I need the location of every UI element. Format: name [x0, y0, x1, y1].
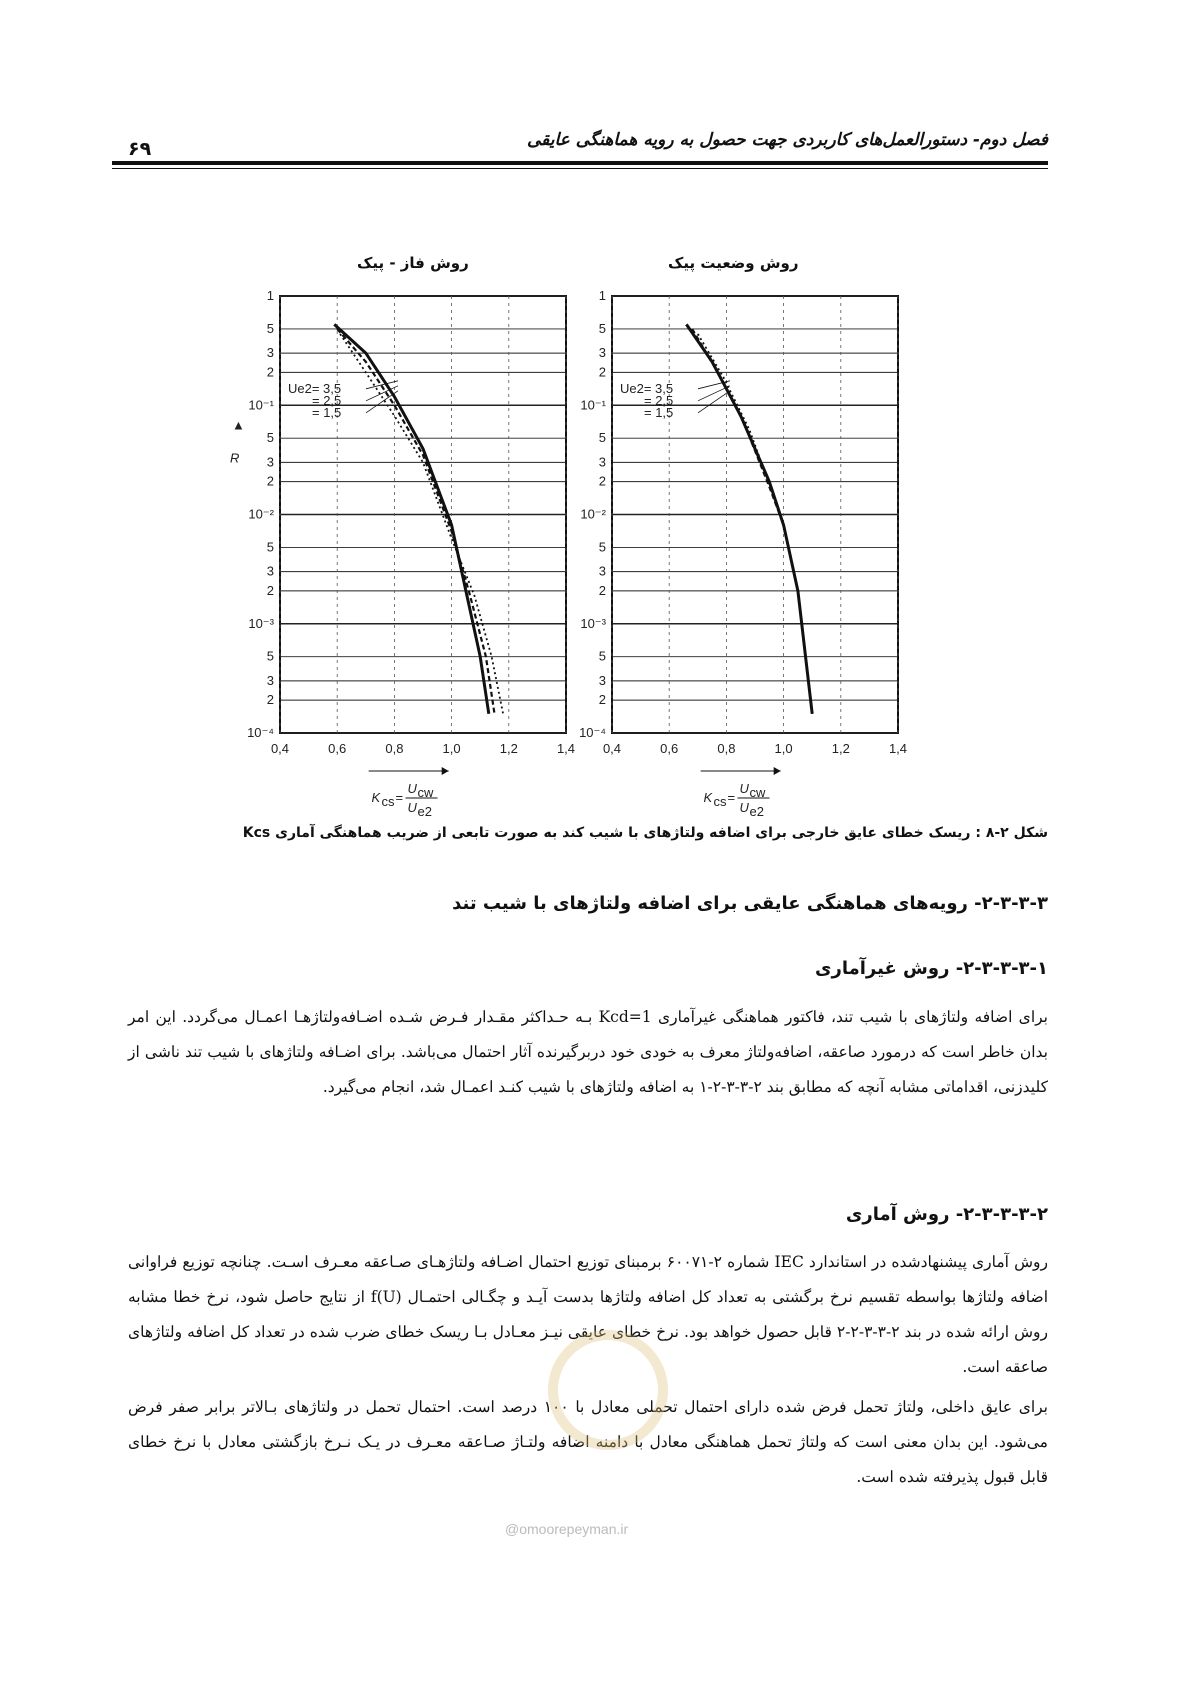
y-tick-label: 10⁻²: [580, 506, 606, 522]
x-axis-arrowhead: [442, 767, 449, 775]
subsection-heading-stat: ۲-۳-۳-۳-۲- روش آماری: [845, 1204, 1048, 1225]
panel-title-right: روش وضعیت پیک: [668, 254, 799, 272]
y-tick-label: 5: [598, 648, 606, 664]
x-axis-equals: =: [727, 790, 736, 805]
y-tick-label: 5: [598, 430, 606, 446]
x-axis-numerator: U: [407, 781, 417, 796]
legend-label: = 2,5: [644, 392, 674, 408]
y-tick-label: 3: [266, 672, 274, 688]
subsection-heading-nonstat: ۲-۳-۳-۳-۱- روش غیرآماری: [815, 958, 1048, 979]
figure-caption: شکل ۲-۸ : ریسک خطای عایق خارجی برای اضافه ولتاژهای با شیب کند به صورت تابعی از ضریب هماهنگی آماری Kcs: [242, 825, 1048, 841]
x-axis-denominator-sub: e2: [749, 804, 764, 819]
x-axis-label: K: [371, 790, 381, 805]
y-tick-label: 3: [598, 454, 606, 470]
y-tick-label: 5: [266, 430, 274, 446]
y-tick-label: 3: [598, 672, 606, 688]
y-tick-label: 10⁻³: [580, 615, 606, 631]
x-axis-equals: =: [395, 790, 404, 805]
paragraph-stat-1: روش آماری پیشنهادشده در استاندارد IEC شماره ۲-۶۰۰۷۱ برمبنای توزیع احتمال اضـافه ولتاژهـای صـاعقه معـرف اسـت. چنانچه توزیع فراوانی اضافه ولتاژها بواسطه تقسیم نرخ برگشتی به تعداد کل اضافه ولتاژها بدست آیـد و چگـالی احتمـال f(U) از نتایج حاصل شود، نرخ خطا مشابه روش ارائه شده در بند ۲-۳-۳-۲-۲ قابل حصول خواهد بود. نرخ خطای عایقی نیـز معـادل بـا ریسک خطای ضرب شده در تعداد کل اضافه ولتاژهای صاعقه است.: [128, 1253, 1049, 1376]
watermark-seal: [548, 1330, 668, 1450]
y-tick-label: 10⁻¹: [248, 397, 274, 413]
y-tick-label: 5: [266, 648, 274, 664]
y-tick-label: 10⁻¹: [580, 397, 606, 413]
paragraph-stat-2: برای عایق داخلی، ولتاژ تحمل فرض شده دارای احتمال تحملی معادل با ۱۰۰ درصد است. احتمال تحمل در ولتاژهای بـالاتر برابر صفر فرض می‌شود. این بدان معنی است که ولتاژ تحمل هماهنگی معادل با دامنه اضافه ولتـاژ صـاعقه معـرف در یـک نـرخ بازگشتی معادل با نرخ خطای قابل قبول پذیرفته شده است.: [128, 1398, 1048, 1486]
x-tick-label: 0,4: [270, 741, 290, 756]
y-tick-label: 2: [266, 582, 274, 598]
x-tick-label: 0,8: [717, 741, 736, 756]
y-tick-label: 3: [266, 563, 274, 579]
x-axis-numerator-sub: cw: [749, 785, 766, 800]
y-tick-label: 10⁻⁴: [579, 725, 606, 740]
x-axis-denominator-sub: e2: [417, 804, 432, 819]
legend-label: = 1,5: [644, 404, 674, 420]
x-tick-label: 1,2: [831, 741, 850, 756]
watermark-text: @omoorepeyman.ir: [505, 1521, 629, 1537]
x-tick-label: 1,0: [774, 741, 793, 756]
x-axis-label: K: [703, 790, 713, 805]
x-axis-numerator: U: [739, 781, 749, 796]
x-tick-label: 1,2: [499, 741, 518, 756]
x-tick-label: 1,0: [442, 741, 461, 756]
x-tick-label: 1,4: [888, 741, 908, 756]
x-tick-label: 0,6: [660, 741, 679, 756]
y-tick-label: 10⁻³: [248, 615, 274, 631]
y-tick-label: 3: [598, 345, 606, 361]
y-tick-label: 3: [266, 345, 274, 361]
x-tick-label: 1,4: [556, 741, 576, 756]
legend-label: = 2,5: [312, 392, 342, 408]
y-tick-label: 1: [266, 288, 274, 303]
y-tick-label: 5: [266, 320, 274, 336]
y-tick-label: 10⁻⁴: [247, 725, 274, 740]
y-tick-label: 2: [598, 364, 606, 380]
y-tick-label: 2: [598, 473, 606, 489]
y-tick-label: 2: [266, 364, 274, 380]
y-tick-label: 5: [598, 539, 606, 555]
x-axis-label-sub: cs: [713, 794, 727, 809]
y-tick-label: 2: [266, 692, 274, 708]
x-axis-label-sub: cs: [381, 794, 395, 809]
y-tick-label: 2: [598, 692, 606, 708]
y-tick-label: 5: [266, 539, 274, 555]
x-tick-label: 0,8: [385, 741, 404, 756]
section-heading: ۲-۳-۳-۳- رویه‌های هماهنگی عایقی برای اضافه ولتاژهای با شیب تند: [452, 893, 1048, 914]
running-title: فصل دوم- دستورالعمل‌های کاربردی جهت حصول به رویه هماهنگی عایقی: [526, 130, 1048, 150]
y-tick-label: 10⁻²: [248, 506, 274, 522]
y-tick-label: 1: [598, 288, 606, 303]
legend-label: = 1,5: [312, 404, 342, 420]
y-tick-label: 3: [598, 563, 606, 579]
x-axis-denominator: U: [739, 800, 749, 815]
y-tick-label: 2: [598, 582, 606, 598]
x-tick-label: 0,4: [602, 741, 622, 756]
y-tick-label: 3: [266, 454, 274, 470]
page-number: ۶۹: [128, 138, 152, 160]
x-tick-label: 0,6: [328, 741, 347, 756]
paragraph-nonstat: برای اضافه ولتاژهای با شیب تند، فاکتور هماهنگی غیرآماری Kcd=1 بـه حـداکثر مقـدار فـرض شـده اضـافه‌ولتاژهـا اعمـال می‌گردد. این امر بدان خاطر است که درمورد صاعقه، اضافه‌ولتاژ معرف به خودی خود دربرگیرنده آثار احتمال می‌باشد. برای اضـافه ولتاژهای با شیب تند ناشی از کلیدزنی، اقداماتی مشابه آنچه که مطابق بند ۲-۳-۳-۲-۱ به اضافه ولتاژهای با شیب کنـد اعمـال شد، انجام می‌گیرد.: [128, 1008, 1048, 1096]
y-tick-label: 2: [266, 473, 274, 489]
figure-charts: [0, 0, 1190, 820]
x-axis-arrowhead: [774, 767, 781, 775]
y-axis-arrow: ▲: [232, 417, 245, 433]
y-axis-label: R: [230, 450, 240, 466]
legend-label: Ue2= 3,5: [288, 380, 342, 396]
y-tick-label: 5: [598, 320, 606, 336]
x-axis-denominator: U: [407, 800, 417, 815]
x-axis-numerator-sub: cw: [417, 785, 434, 800]
panel-title-left: روش فاز - پیک: [357, 254, 469, 272]
legend-label: Ue2= 3,5: [620, 380, 674, 396]
